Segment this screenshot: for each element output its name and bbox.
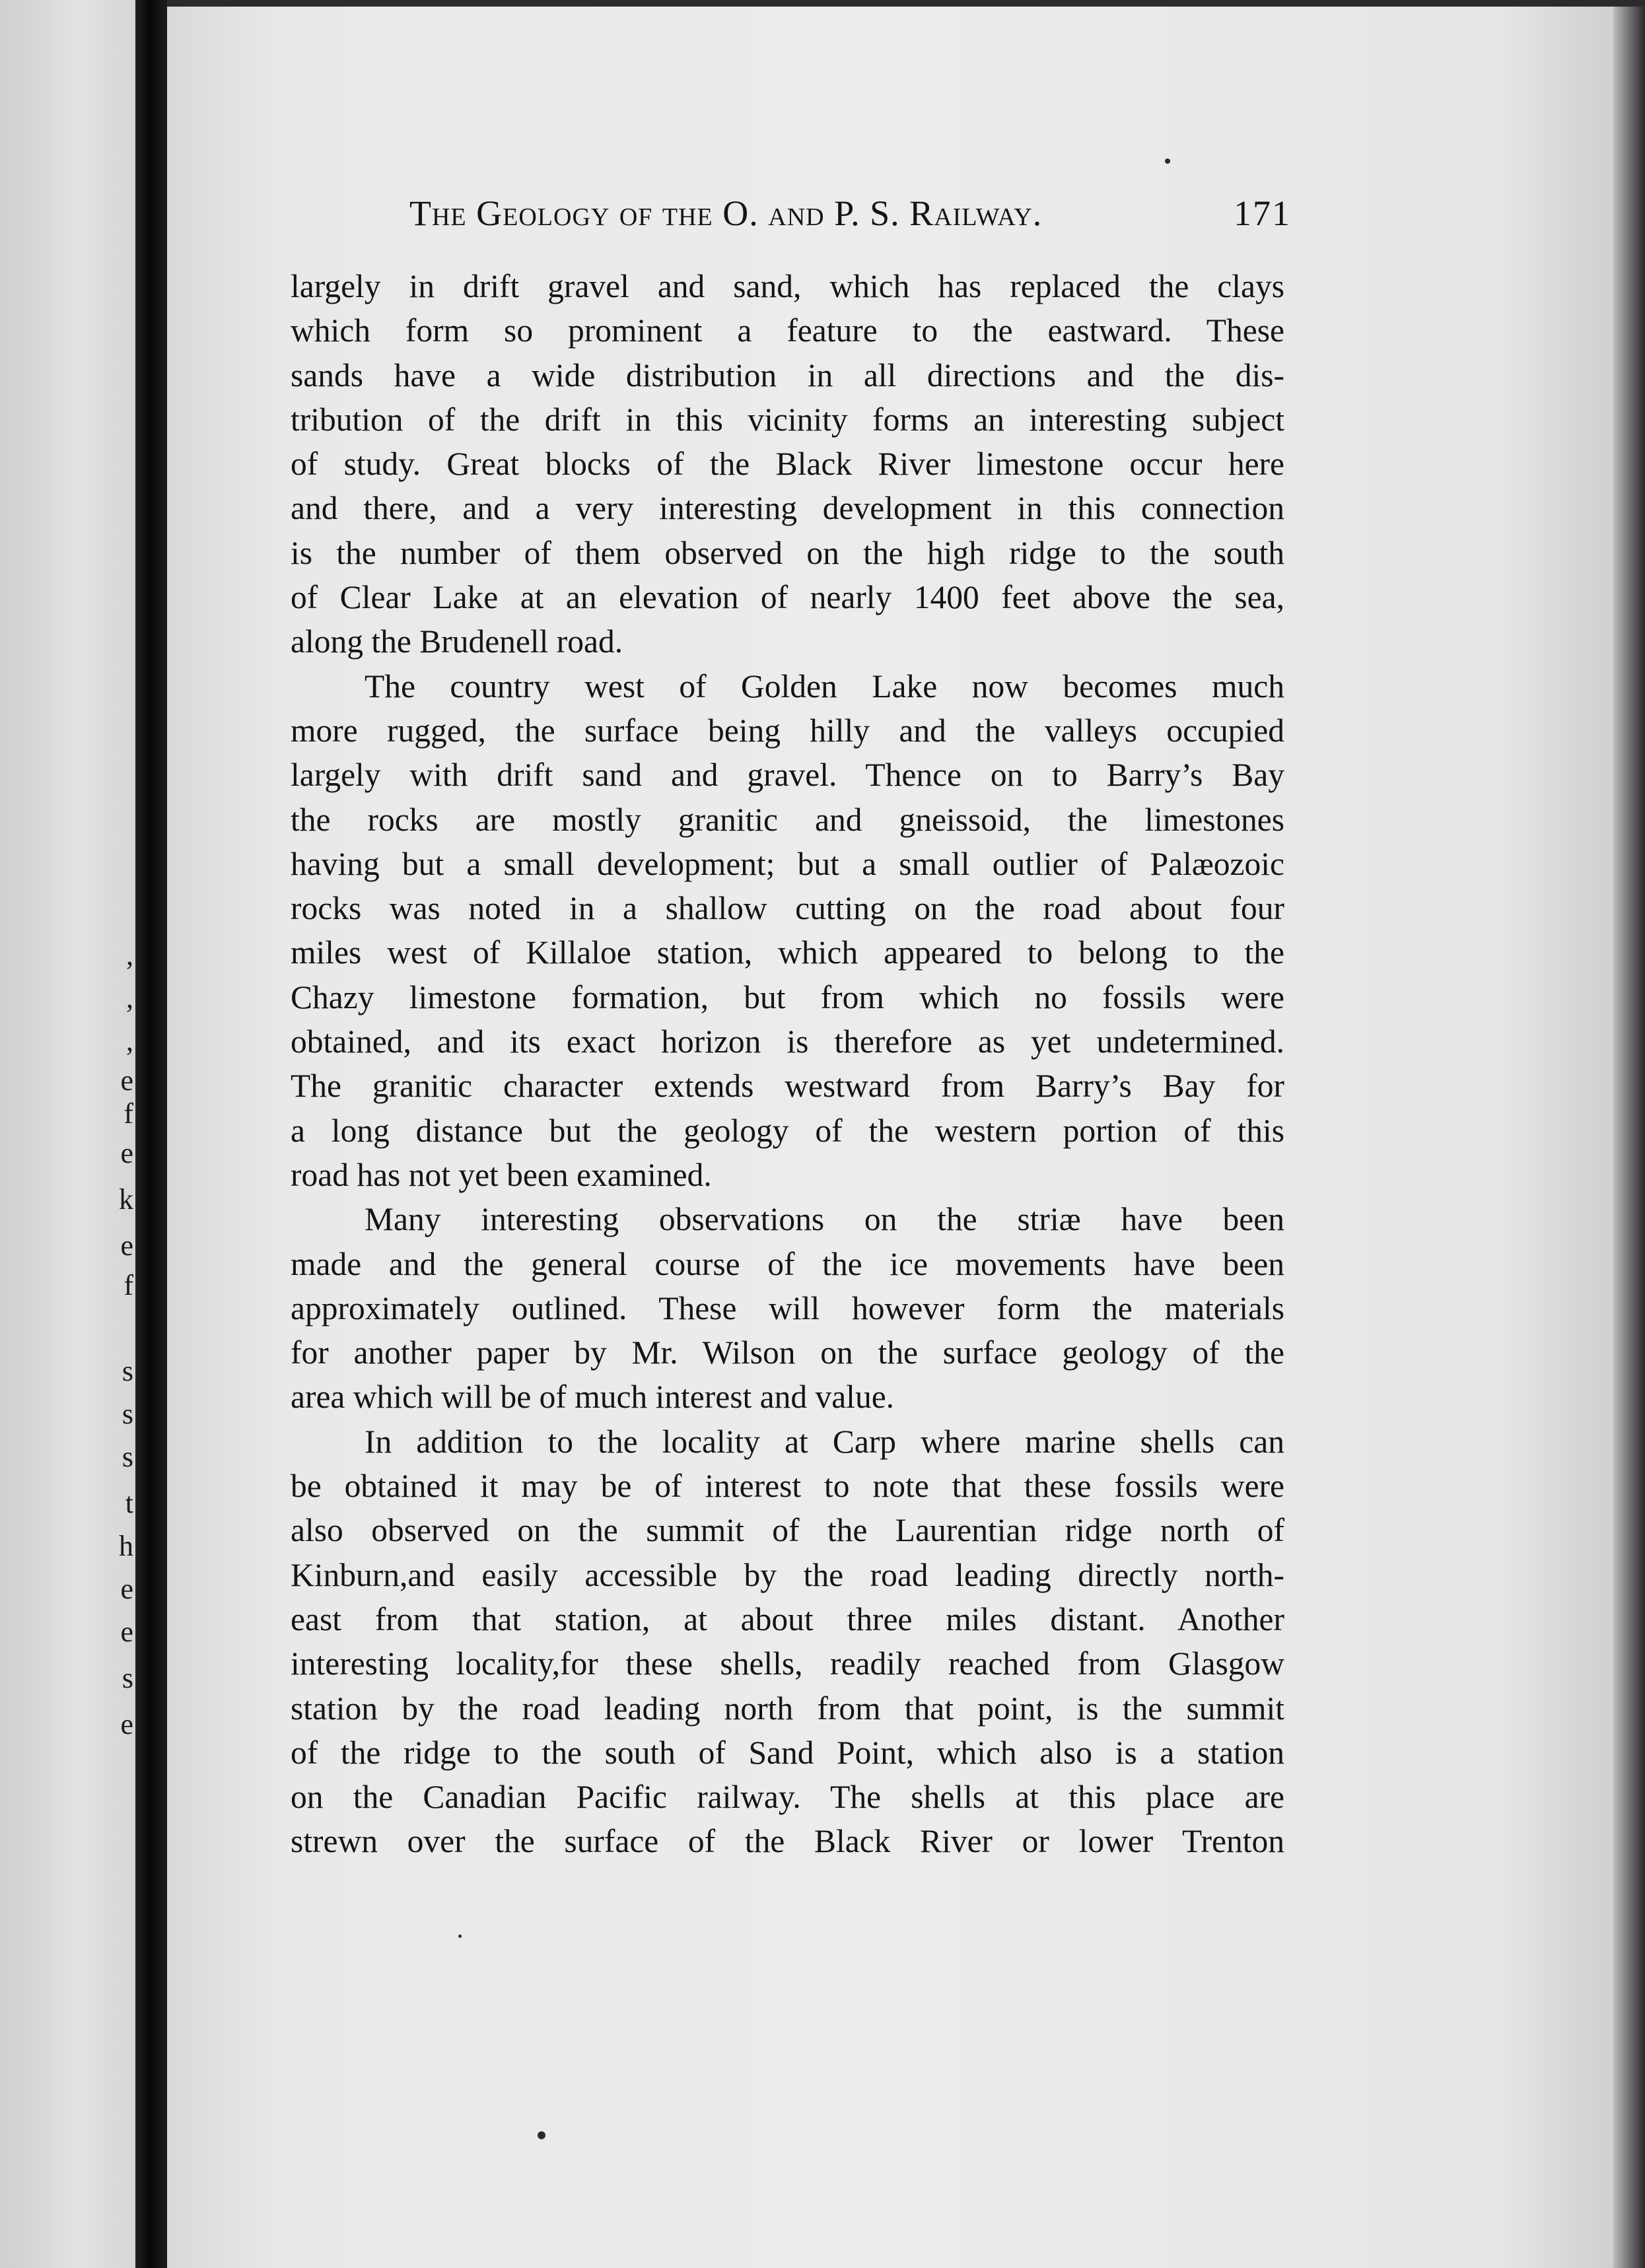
- facing-page-glyph: t: [125, 1487, 133, 1519]
- text-line: The country west of Golden Lake now becomes much: [365, 668, 1284, 704]
- body-text: [291, 264, 1284, 1864]
- facing-page-glyph: f: [123, 1097, 133, 1130]
- page-number: 171: [1234, 193, 1291, 233]
- text-line: The granitic character extends westward from Barry’s Bay for: [291, 1068, 1284, 1105]
- ink-speck: [458, 1935, 462, 1938]
- facing-page-glyph: e: [120, 1573, 133, 1605]
- facing-page-glyph: s: [122, 1441, 133, 1473]
- facing-page-glyph: k: [119, 1183, 133, 1216]
- text-line: having but a small development; but a small outlier of Palæozoic: [291, 845, 1284, 882]
- text-line: largely in drift gravel and sand, which has replaced the clays: [291, 268, 1284, 304]
- text-line: rocks was noted in a shallow cutting on the road about four: [291, 890, 1284, 927]
- text-line: for another paper by Mr. Wilson on the surface geology of the: [291, 1334, 1284, 1371]
- text-line: strewn over the surface of the Black River or lower Trenton: [291, 1823, 1284, 1860]
- text-line: east from that station, at about three miles distant. Another: [291, 1600, 1284, 1637]
- text-line: on the Canadian Pacific railway. The shells at this place are: [291, 1779, 1284, 1816]
- text-line: Many interesting observations on the striæ have been: [365, 1201, 1284, 1238]
- text-line: Chazy limestone formation, but from which no fossils were: [291, 979, 1284, 1015]
- text-line: also observed on the summit of the Laurentian ridge north of: [291, 1512, 1284, 1549]
- facing-page-glyph: s: [122, 1662, 133, 1694]
- facing-page-glyph: e: [120, 1229, 133, 1262]
- facing-page-glyph: s: [122, 1355, 133, 1387]
- text-line: made and the general course of the ice movements have been: [291, 1245, 1284, 1282]
- facing-page-edge: [0, 0, 135, 2268]
- text-line: station by the road leading north from that point, is the summit: [291, 1690, 1284, 1727]
- text-line: Kinburn,and easily accessible by the road leading directly north-: [291, 1556, 1284, 1593]
- text-line: of study. Great blocks of the Black River limestone occur here: [291, 446, 1284, 483]
- text-line: tribution of the drift in this vicinity forms an interesting subject: [291, 401, 1284, 438]
- text-line: road has not yet been examined.: [291, 1156, 712, 1193]
- facing-page-glyph: f: [123, 1269, 133, 1301]
- text-line: area which will be of much interest and value.: [291, 1379, 895, 1416]
- page-top-edge: [167, 0, 1645, 7]
- text-line: of Clear Lake at an elevation of nearly 1400 feet above the sea,: [291, 579, 1284, 616]
- text-line: a long distance but the geology of the western portion of this: [291, 1112, 1284, 1149]
- facing-page-glyph: h: [119, 1530, 133, 1562]
- running-header: The Geology of the O. and P. S. Railway.: [409, 193, 1043, 233]
- text-line: which form so prominent a feature to the eastward. These: [291, 312, 1284, 349]
- text-line: In addition to the locality at Carp where marine shells can: [365, 1423, 1284, 1460]
- text-line: the rocks are mostly granitic and gneissoid, the limestones: [291, 801, 1284, 838]
- book-gutter: [135, 0, 167, 2268]
- text-line: interesting locality,for these shells, readily reached from Glasgow: [291, 1645, 1284, 1682]
- text-line: of the ridge to the south of Sand Point, which also is a station: [291, 1734, 1284, 1771]
- facing-page-glyph: e: [120, 1616, 133, 1648]
- page-right-edge: [1613, 0, 1645, 2268]
- text-line: sands have a wide distribution in all directions and the dis-: [291, 357, 1284, 394]
- facing-page-glyph: e: [120, 1064, 133, 1097]
- text-line: obtained, and its exact horizon is therefore as yet undetermined.: [291, 1023, 1284, 1060]
- text-line: along the Brudenell road.: [291, 623, 623, 660]
- facing-page-glyph: ,: [126, 982, 133, 1014]
- facing-page-glyph: ,: [126, 939, 133, 971]
- text-line: largely with drift sand and gravel. Thence on to Barry’s Bay: [291, 757, 1284, 794]
- facing-page-glyph: e: [120, 1708, 133, 1740]
- text-line: more rugged, the surface being hilly and the valleys occupied: [291, 712, 1284, 749]
- text-line: and there, and a very interesting development in this connection: [291, 490, 1284, 527]
- facing-page-glyph: ,: [126, 1025, 133, 1057]
- text-line: be obtained it may be of interest to note that these fossils were: [291, 1468, 1284, 1505]
- ink-speck: [1165, 158, 1170, 164]
- text-line: approximately outlined. These will however form the materials: [291, 1289, 1284, 1326]
- facing-page-glyph: e: [120, 1137, 133, 1169]
- text-line: is the number of them observed on the high ridge to the south: [291, 534, 1284, 571]
- facing-page-glyph: s: [122, 1398, 133, 1430]
- text-line: miles west of Killaloe station, which appeared to belong to the: [291, 934, 1284, 971]
- ink-speck: [538, 2131, 545, 2139]
